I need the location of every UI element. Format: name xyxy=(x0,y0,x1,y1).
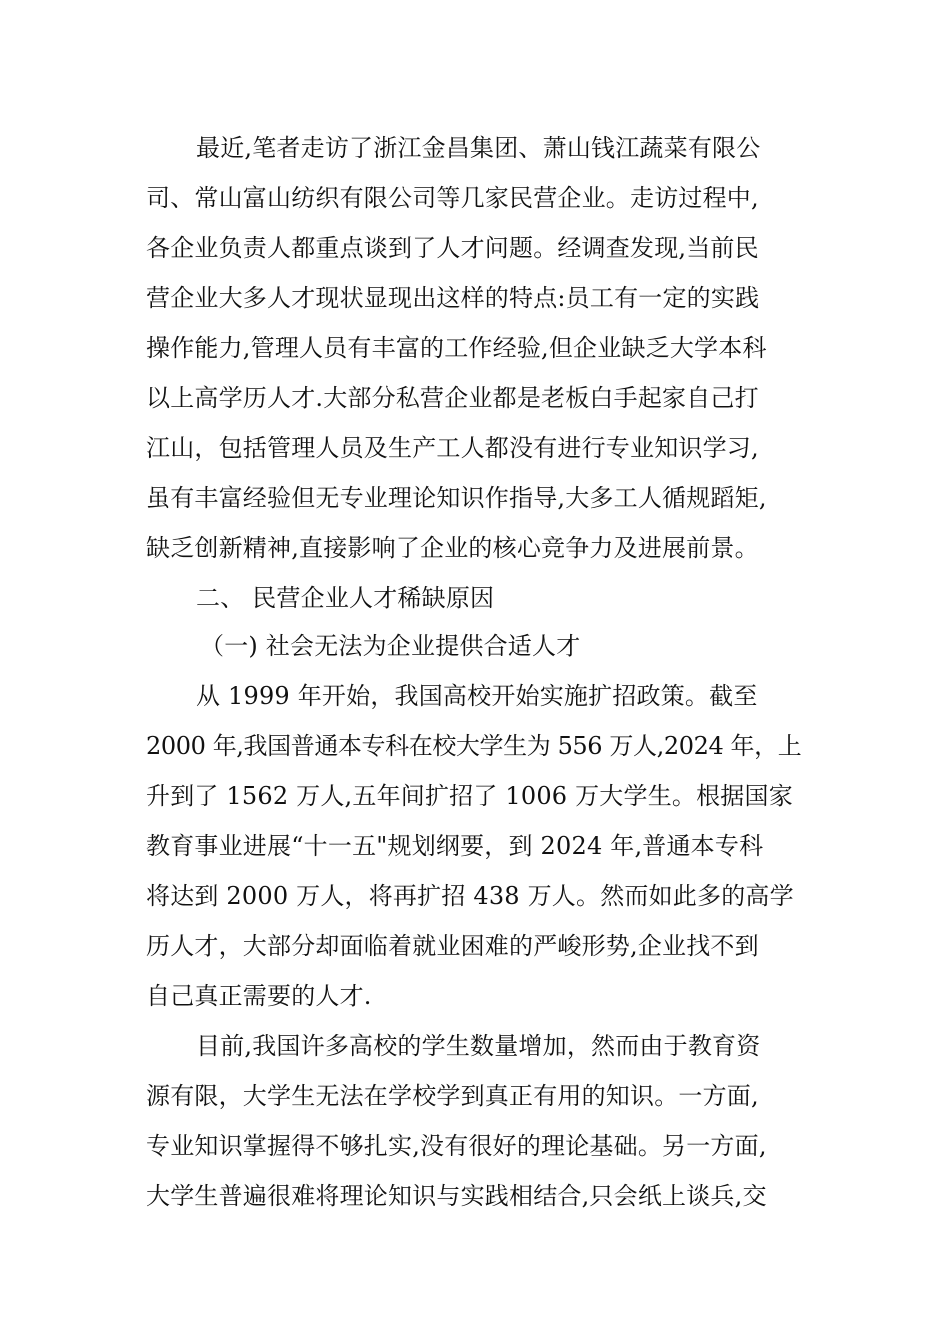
paragraph-line: 缺乏创新精神,直接影响了企业的核心竞争力及进展前景。 xyxy=(146,534,759,562)
paragraph-line: 升到了 1562 万人,五年间扩招了 1006 万大学生。根据国家 xyxy=(146,782,793,810)
paragraph-line: 从 1999 年开始，我国高校开始实施扩招政策。截至 xyxy=(196,682,758,710)
paragraph-line: 江山，包括管理人员及生产工人都没有进行专业知识学习, xyxy=(146,434,759,462)
paragraph-line: 虽有丰富经验但无专业理论知识作指导,大多工人循规蹈矩, xyxy=(146,484,767,512)
paragraph-line: 专业知识掌握得不够扎实,没有很好的理论基础。另一方面, xyxy=(146,1132,767,1160)
section-heading: 二、 民营企业人才稀缺原因 xyxy=(196,584,495,612)
paragraph-line: 教育事业进展“十一五"规划纲要，到 2024 年,普通本专科 xyxy=(146,832,764,860)
paragraph-line: 司、常山富山纺织有限公司等几家民营企业。走访过程中, xyxy=(146,184,759,212)
paragraph-line: 自己真正需要的人才. xyxy=(146,982,372,1010)
paragraph-line: 各企业负责人都重点谈到了人才问题。经调查发现,当前民 xyxy=(146,234,759,262)
paragraph-line: 源有限，大学生无法在学校学到真正有用的知识。一方面, xyxy=(146,1082,759,1110)
paragraph-line: 最近,笔者走访了浙江金昌集团、萧山钱江蔬菜有限公 xyxy=(196,134,761,162)
paragraph-line: 操作能力,管理人员有丰富的工作经验,但企业缺乏大学本科 xyxy=(146,334,767,362)
paragraph-line: 大学生普遍很难将理论知识与实践相结合,只会纸上谈兵,交 xyxy=(146,1182,767,1210)
paragraph-line: 2000 年,我国普通本专科在校大学生为 556 万人,2024 年，上 xyxy=(146,732,802,760)
paragraph-line: 将达到 2000 万人，将再扩招 438 万人。然而如此多的高学 xyxy=(146,882,794,910)
paragraph-line: 目前,我国许多高校的学生数量增加，然而由于教育资 xyxy=(196,1032,761,1060)
paragraph-line: 以上高学历人才.大部分私营企业都是老板白手起家自己打 xyxy=(146,384,759,412)
paragraph-line: 历人才，大部分却面临着就业困难的严峻形势,企业找不到 xyxy=(146,932,759,960)
subsection-heading: （一) 社会无法为企业提供合适人才 xyxy=(200,632,581,660)
paragraph-line: 营企业大多人才现状显现出这样的特点:员工有一定的实践 xyxy=(146,284,760,312)
